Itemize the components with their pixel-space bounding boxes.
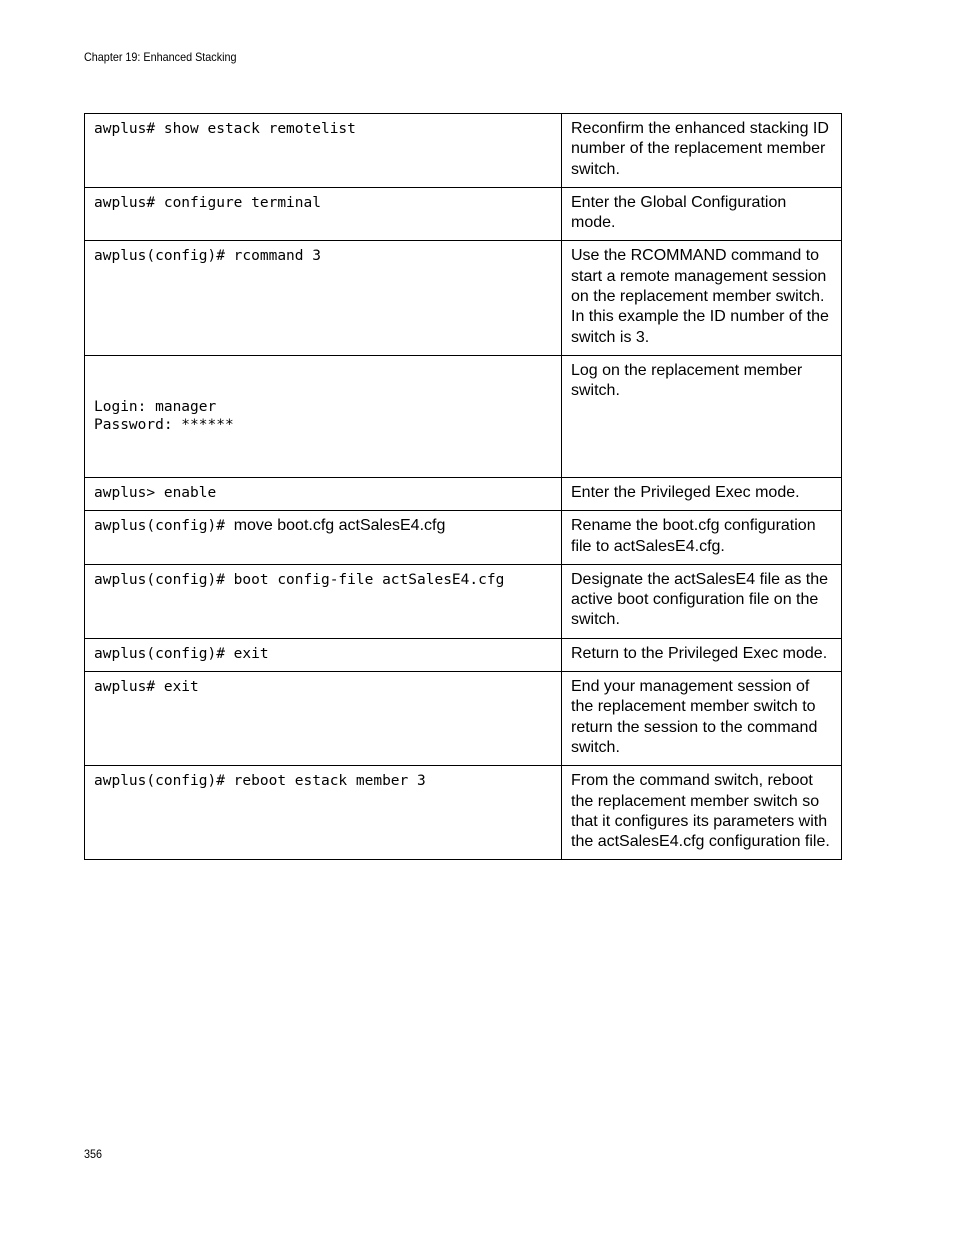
command-cell (85, 511, 562, 565)
description-cell: Return to the Privileged Exec mode. (562, 638, 842, 671)
description-cell: Designate the actSalesE4 file as the active boot configuration file on the switch. (562, 564, 842, 638)
table-row (85, 672, 842, 766)
command-cell: awplus# exit (85, 672, 562, 766)
description-cell: Log on the replacement member switch. (562, 355, 842, 477)
command-steps-table (84, 113, 842, 860)
page-number: 356 (84, 1147, 103, 1161)
table-row (85, 114, 842, 188)
table-row (85, 477, 842, 510)
command-prefix: awplus(config)# (94, 518, 234, 535)
table-row (85, 355, 842, 477)
command-cell: awplus(config)# reboot estack member 3 (85, 766, 562, 860)
command-cell (85, 355, 562, 477)
command-cell: awplus(config)# boot config-file actSalesE4.cfg (85, 564, 562, 638)
description-cell: Use the RCOMMAND command to start a remote management session on the replacement member switch. In this example the ID number of the switch is 3. (562, 241, 842, 355)
chapter-header: Chapter 19: Enhanced Stacking (84, 50, 237, 64)
command-cell: awplus# configure terminal (85, 187, 562, 241)
table-row (85, 241, 842, 355)
description-cell: From the command switch, reboot the replacement member switch so that it configures its parameters with the actSalesE4.cfg configuration file. (562, 766, 842, 860)
command-tail: move boot.cfg actSalesE4.cfg (233, 517, 446, 535)
table-row (85, 511, 842, 565)
password-line: Password: ****** (94, 416, 234, 433)
description-cell: Enter the Privileged Exec mode. (562, 477, 842, 510)
description-cell: Reconfirm the enhanced stacking ID number of the replacement member switch. (562, 114, 842, 188)
table-row (85, 564, 842, 638)
command-cell: awplus(config)# rcommand 3 (85, 241, 562, 355)
description-cell: Enter the Global Configuration mode. (562, 187, 842, 241)
table-row (85, 187, 842, 241)
command-cell: awplus(config)# exit (85, 638, 562, 671)
command-cell: awplus> enable (85, 477, 562, 510)
description-cell: Rename the boot.cfg configuration file to actSalesE4.cfg. (562, 511, 842, 565)
login-line: Login: manager (94, 398, 217, 415)
table-row (85, 766, 842, 860)
description-cell: End your management session of the replacement member switch to return the session to the command switch. (562, 672, 842, 766)
command-cell: awplus# show estack remotelist (85, 114, 562, 188)
table-row (85, 638, 842, 671)
